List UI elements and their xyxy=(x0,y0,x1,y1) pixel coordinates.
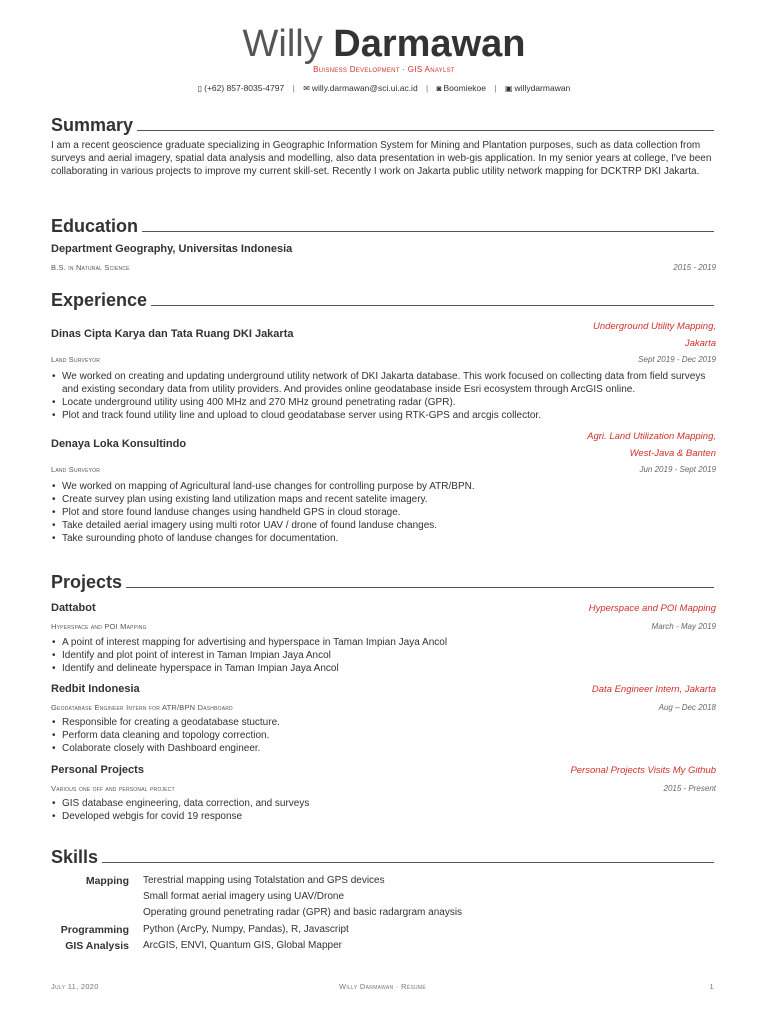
location-line: Jakarta xyxy=(684,338,716,349)
list-item: • Identify and delineate hyperspace in Taman Impian Jaya Ancol xyxy=(51,662,721,675)
section-rule xyxy=(126,587,714,588)
email-text: willy.darmawan@sci.ui.ac.id xyxy=(311,83,418,93)
project-items xyxy=(51,797,721,823)
position-title: Buisness Development · GIS Anaylst xyxy=(313,65,455,74)
skill-value: Python (ArcPy, Numpy, Pandas), R, Javascript xyxy=(143,924,349,935)
skill-value: Operating ground penetrating radar (GPR) and basic radargram anaysis xyxy=(143,907,463,918)
location-line: Agri. Land Utilization Mapping, xyxy=(587,431,716,442)
list-item: • We worked on creating and updating underground utility network of DKI Jakarta database. This work focused on collecting data from field surveys and existing secondary data from utility providers. And provides online geodatabase inside Esri ecosystem through ArcGIS online. xyxy=(51,370,721,396)
section-title: Projects xyxy=(51,572,123,592)
skill-value: ArcGIS, ENVI, Quantum GIS, Global Mapper xyxy=(143,940,342,951)
list-item: • Identify and plot point of interest in Taman Impian Jaya Ancol xyxy=(51,649,721,662)
section-title: Skills xyxy=(51,847,99,867)
linkedin-icon: ▣ xyxy=(504,84,513,93)
section-rule xyxy=(102,862,714,863)
list-item: • Locate underground utility using 400 MHz and 270 MHz ground penetrating radar (GPR). xyxy=(51,396,721,409)
project-title: Personal Projects xyxy=(51,764,144,776)
project-role[interactable]: Personal Projects Visits My Github xyxy=(570,765,716,776)
list-item: • We worked on mapping of Agricultural land-use changes for controlling purpose by ATR/BPN. xyxy=(51,480,721,493)
project-date: 2015 - Present xyxy=(663,784,716,793)
experience-location xyxy=(587,428,716,462)
envelope-icon: ✉ xyxy=(303,84,310,93)
section-title: Experience xyxy=(51,290,148,310)
section-summary xyxy=(51,113,714,135)
phone-text: (+62) 857-8035-4797 xyxy=(204,83,285,93)
contact-email[interactable] xyxy=(303,83,417,93)
list-item: • Developed webgis for covid 19 response xyxy=(51,810,721,823)
contact-linkedin[interactable] xyxy=(505,83,570,93)
section-title: Summary xyxy=(51,115,134,135)
project-date: Aug – Dec 2018 xyxy=(658,703,716,712)
section-skills xyxy=(51,845,714,867)
project-role: Hyperspace and POI Mapping xyxy=(588,603,716,614)
project-subtitle: Various one off and personal project xyxy=(51,784,175,793)
list-item: • Plot and track found utility line and upload to cloud geodatabase server using RTK-GPS and arcgis collector. xyxy=(51,409,721,422)
experience-items xyxy=(51,480,721,545)
github-icon: ◙ xyxy=(436,84,442,93)
list-item: • Create survey plan using existing land utilization maps and recent satelite imagery. xyxy=(51,493,721,506)
project-date: March - May 2019 xyxy=(651,622,716,631)
project-subtitle: Hyperspace and POI Mapping xyxy=(51,622,147,631)
list-item: • Take detailed aerial imagery using multi rotor UAV / drone of found landuse changes. xyxy=(51,519,721,532)
experience-company: Dinas Cipta Karya dan Tata Ruang DKI Jakarta xyxy=(51,328,294,340)
experience-date: Jun 2019 - Sept 2019 xyxy=(639,465,716,474)
list-item: • Colaborate closely with Dashboard engineer. xyxy=(51,742,721,755)
separator: | xyxy=(292,83,295,93)
skill-value: Terestrial mapping using Totalstation and GPS devices xyxy=(143,875,385,886)
skill-label: Mapping xyxy=(85,875,129,887)
project-items xyxy=(51,636,721,675)
footer-date: July 11, 2020 xyxy=(51,982,99,991)
list-item: • GIS database engineering, data correction, and surveys xyxy=(51,797,721,810)
separator: | xyxy=(494,83,497,93)
project-subtitle: Geodatabase Engineer Intern for ATR/BPN Dashboard xyxy=(51,703,233,712)
experience-items xyxy=(51,370,721,422)
list-item: • Take surounding photo of landuse changes for documentation. xyxy=(51,532,721,545)
first-name: Willy xyxy=(242,23,323,65)
summary-text: I am a recent geoscience graduate specializing in Geographic Information System for Mining and Plantation purposes, such as data collection from surveys and aerial imagery, spatial data analysis and modelling, also data presentation in web-gis application. In my senior years at college, I've been collaborating in various projects to improve my current skill-set. Recently I work on Jakarta public utility network mapping for DCKTRP DKI Jakarta. xyxy=(51,140,712,177)
list-item: • A point of interest mapping for advertising and hyperspace in Taman Impian Jaya Ancol xyxy=(51,636,721,649)
section-rule xyxy=(142,231,714,232)
education-institution: Department Geography, Universitas Indonesia xyxy=(51,243,293,255)
list-item: • Responsible for creating a geodatabase stucture. xyxy=(51,716,721,729)
section-projects xyxy=(51,570,714,592)
education-degree: B.S. in Natural Science xyxy=(51,263,130,272)
page-number: 1 xyxy=(709,982,714,991)
project-title: Redbit Indonesia xyxy=(51,683,140,695)
experience-location xyxy=(593,318,716,352)
location-line: West-Java & Banten xyxy=(629,448,716,459)
full-name xyxy=(0,22,768,66)
project-items xyxy=(51,716,721,755)
mobile-icon: ▯ xyxy=(197,84,203,93)
linkedin-text: willydarmawan xyxy=(514,83,571,93)
section-experience xyxy=(51,288,714,310)
contact-phone[interactable] xyxy=(198,83,285,93)
skill-label: Programming xyxy=(60,924,129,936)
experience-role: Land Surveyor xyxy=(51,355,101,364)
skill-label: GIS Analysis xyxy=(65,940,129,952)
section-title: Education xyxy=(51,216,139,236)
contact-github[interactable] xyxy=(437,83,486,93)
footer-title: Willy Darmawan · Résumé xyxy=(339,982,426,991)
contact-bar xyxy=(0,83,768,93)
list-item: • Plot and store found landuse changes using handheld GPS in cloud storage. xyxy=(51,506,721,519)
project-title: Dattabot xyxy=(51,602,96,614)
project-role: Data Engineer Intern, Jakarta xyxy=(591,684,716,695)
last-name: Darmawan xyxy=(333,23,526,65)
separator: | xyxy=(426,83,429,93)
education-date: 2015 - 2019 xyxy=(673,263,716,272)
section-rule xyxy=(137,130,714,131)
section-rule xyxy=(151,305,714,306)
experience-role: Land Surveyor xyxy=(51,465,101,474)
experience-date: Sept 2019 - Dec 2019 xyxy=(638,355,716,364)
list-item: • Perform data cleaning and topology correction. xyxy=(51,729,721,742)
location-line: Underground Utility Mapping, xyxy=(592,321,716,332)
section-education xyxy=(51,214,714,236)
github-text: Boomiekoe xyxy=(443,83,487,93)
experience-company: Denaya Loka Konsultindo xyxy=(51,438,187,450)
skill-value: Small format aerial imagery using UAV/Drone xyxy=(143,891,345,902)
